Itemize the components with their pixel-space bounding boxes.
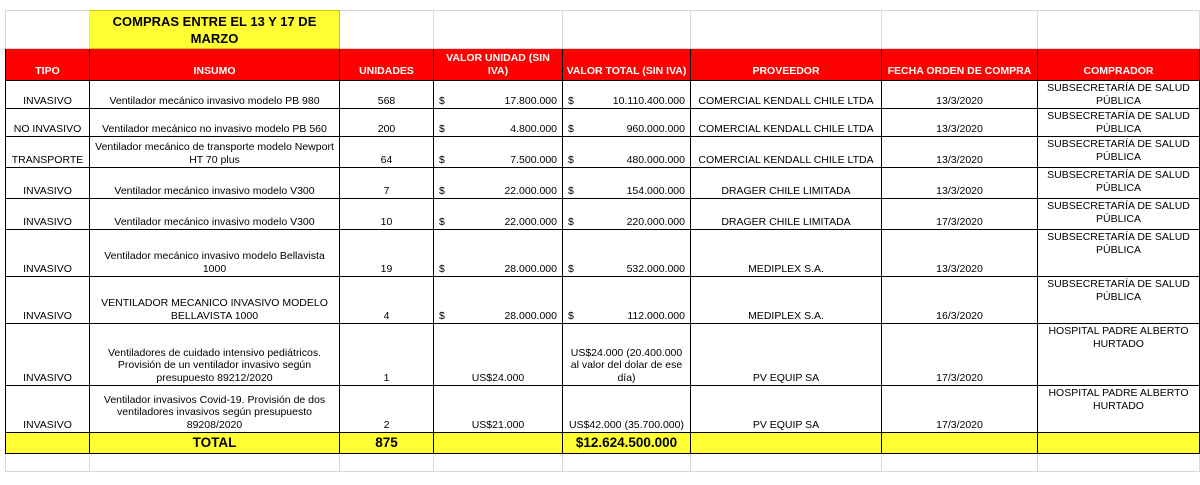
currency-symbol: $ <box>568 262 574 275</box>
cell-proveedor: MEDIPLEX S.A. <box>691 230 882 277</box>
title-row <box>6 11 1200 49</box>
header-unidades: UNIDADES <box>340 49 434 81</box>
empty-cell <box>434 11 563 49</box>
header-row <box>6 49 1200 81</box>
cell-fecha: 13/3/2020 <box>882 168 1038 199</box>
cell-proveedor: COMERCIAL KENDALL CHILE LTDA <box>691 137 882 168</box>
cell-unidades: 568 <box>340 81 434 109</box>
total-row <box>6 433 1200 454</box>
cell-valor-total <box>563 168 691 199</box>
cell-insumo: Ventiladores de cuidado intensivo pediátricos. Provisión de un ventilador invasivo según presupuesto 89212/2020 <box>90 324 340 386</box>
cell-comprador: HOSPITAL PADRE ALBERTO HURTADO <box>1038 324 1200 386</box>
cell-unidades: 200 <box>340 109 434 137</box>
cell-valor-total <box>563 109 691 137</box>
cell-proveedor: MEDIPLEX S.A. <box>691 277 882 324</box>
table-body <box>6 81 1200 433</box>
amount: 28.000.000 <box>504 262 557 275</box>
amount: 112.000.000 <box>627 309 685 322</box>
table-row <box>6 199 1200 230</box>
cell-valor-total <box>563 199 691 230</box>
amount: 532.000.000 <box>626 262 685 275</box>
header-valor-total: VALOR TOTAL (SIN IVA) <box>563 49 691 81</box>
cell-comprador: SUBSECRETARÍA DE SALUD PÚBLICA <box>1038 199 1200 230</box>
total-empty-cell <box>691 433 882 454</box>
cell-fecha: 17/3/2020 <box>882 386 1038 433</box>
cell-tipo: NO INVASIVO <box>6 109 90 137</box>
cell-valor-unidad <box>434 81 563 109</box>
cell-valor-unidad <box>434 168 563 199</box>
cell-unidades: 4 <box>340 277 434 324</box>
cell-proveedor: DRAGER CHILE LIMITADA <box>691 168 882 199</box>
cell-fecha: 13/3/2020 <box>882 137 1038 168</box>
cell-valor-unidad: US$21.000 <box>434 386 563 433</box>
amount: 7.500.000 <box>510 153 557 166</box>
cell-unidades: 2 <box>340 386 434 433</box>
cell-valor-total: US$42.000 (35.700.000) <box>563 386 691 433</box>
cell-comprador: SUBSECRETARÍA DE SALUD PÚBLICA <box>1038 137 1200 168</box>
cell-unidades: 7 <box>340 168 434 199</box>
empty-cell <box>882 11 1038 49</box>
cell-comprador: HOSPITAL PADRE ALBERTO HURTADO <box>1038 386 1200 433</box>
cell-comprador: SUBSECRETARÍA DE SALUD PÚBLICA <box>1038 109 1200 137</box>
cell-valor-total <box>563 277 691 324</box>
empty-cell <box>340 11 434 49</box>
cell-proveedor: COMERCIAL KENDALL CHILE LTDA <box>691 109 882 137</box>
currency-symbol: $ <box>439 122 445 135</box>
empty-cell <box>6 11 90 49</box>
cell-tipo: TRANSPORTE <box>6 137 90 168</box>
table-row <box>6 277 1200 324</box>
cell-comprador: SUBSECRETARÍA DE SALUD PÚBLICA <box>1038 81 1200 109</box>
header-valor-unidad: VALOR UNIDAD (SIN IVA) <box>434 49 563 81</box>
cell-fecha: 13/3/2020 <box>882 230 1038 277</box>
total-empty-cell <box>1038 433 1200 454</box>
cell-valor-unidad <box>434 137 563 168</box>
header-insumo: INSUMO <box>90 49 340 81</box>
empty-row <box>6 454 1200 472</box>
cell-insumo: Ventilador mecánico de transporte modelo Newport HT 70 plus <box>90 137 340 168</box>
amount: 4.800.000 <box>510 122 557 135</box>
cell-fecha: 13/3/2020 <box>882 109 1038 137</box>
cell-insumo: Ventilador mecánico invasivo modelo Bellavista 1000 <box>90 230 340 277</box>
amount: 960.000.000 <box>626 122 685 135</box>
cell-valor-total <box>563 230 691 277</box>
cell-insumo: VENTILADOR MECANICO INVASIVO MODELO BELLAVISTA 1000 <box>90 277 340 324</box>
currency-symbol: $ <box>568 184 574 197</box>
empty-cell <box>1038 11 1200 49</box>
table-row <box>6 230 1200 277</box>
currency-symbol: $ <box>439 309 445 322</box>
total-empty-cell <box>882 433 1038 454</box>
cell-valor-total <box>563 81 691 109</box>
cell-unidades: 10 <box>340 199 434 230</box>
total-empty-cell <box>6 433 90 454</box>
cell-tipo: INVASIVO <box>6 199 90 230</box>
amount: 28.000.000 <box>504 309 557 322</box>
cell-proveedor: PV EQUIP SA <box>691 386 882 433</box>
cell-valor-unidad <box>434 109 563 137</box>
currency-symbol: $ <box>568 153 574 166</box>
cell-fecha: 16/3/2020 <box>882 277 1038 324</box>
cell-valor-total <box>563 137 691 168</box>
table-row <box>6 168 1200 199</box>
cell-valor-unidad <box>434 230 563 277</box>
amount: 10.110.400.000 <box>612 94 685 107</box>
amount: 480.000.000 <box>626 153 685 166</box>
purchases-table <box>5 10 1200 472</box>
total-empty-cell <box>434 433 563 454</box>
cell-fecha: 17/3/2020 <box>882 324 1038 386</box>
amount: 22.000.000 <box>504 184 557 197</box>
table-row <box>6 137 1200 168</box>
cell-unidades: 1 <box>340 324 434 386</box>
amount: 154.000.000 <box>626 184 685 197</box>
currency-symbol: $ <box>568 122 574 135</box>
cell-tipo: INVASIVO <box>6 230 90 277</box>
table-row <box>6 324 1200 386</box>
cell-tipo: INVASIVO <box>6 277 90 324</box>
cell-tipo: INVASIVO <box>6 81 90 109</box>
cell-unidades: 64 <box>340 137 434 168</box>
cell-insumo: Ventilador mecánico no invasivo modelo PB 560 <box>90 109 340 137</box>
empty-cell <box>563 11 691 49</box>
cell-proveedor: COMERCIAL KENDALL CHILE LTDA <box>691 81 882 109</box>
empty-cell <box>691 11 882 49</box>
cell-proveedor: DRAGER CHILE LIMITADA <box>691 199 882 230</box>
currency-symbol: $ <box>439 94 445 107</box>
currency-symbol: $ <box>568 215 574 228</box>
cell-insumo: Ventilador mecánico invasivo modelo V300 <box>90 199 340 230</box>
total-unidades: 875 <box>340 433 434 454</box>
currency-symbol: $ <box>568 94 574 107</box>
currency-symbol: $ <box>568 309 574 322</box>
cell-comprador: SUBSECRETARÍA DE SALUD PÚBLICA <box>1038 230 1200 277</box>
cell-proveedor: PV EQUIP SA <box>691 324 882 386</box>
cell-valor-total: US$24.000 (20.400.000 al valor del dolar de ese día) <box>563 324 691 386</box>
cell-fecha: 17/3/2020 <box>882 199 1038 230</box>
cell-comprador: SUBSECRETARÍA DE SALUD PÚBLICA <box>1038 168 1200 199</box>
currency-symbol: $ <box>439 262 445 275</box>
total-label: TOTAL <box>90 433 340 454</box>
cell-comprador: SUBSECRETARÍA DE SALUD PÚBLICA <box>1038 277 1200 324</box>
sheet-title: COMPRAS ENTRE EL 13 Y 17 DE MARZO <box>90 11 340 49</box>
cell-tipo: INVASIVO <box>6 168 90 199</box>
header-fecha: FECHA ORDEN DE COMPRA <box>882 49 1038 81</box>
table-row <box>6 386 1200 433</box>
currency-symbol: $ <box>439 215 445 228</box>
total-valor: $12.624.500.000 <box>563 433 691 454</box>
cell-valor-unidad <box>434 199 563 230</box>
cell-tipo: INVASIVO <box>6 324 90 386</box>
cell-insumo: Ventilador invasivos Covid-19. Provisión de dos ventiladores invasivos según presupuesto 89208/2020 <box>90 386 340 433</box>
cell-valor-unidad: US$24.000 <box>434 324 563 386</box>
cell-insumo: Ventilador mecánico invasivo modelo PB 980 <box>90 81 340 109</box>
currency-symbol: $ <box>439 184 445 197</box>
table-row <box>6 109 1200 137</box>
cell-valor-unidad <box>434 277 563 324</box>
amount: 17.800.000 <box>504 94 557 107</box>
header-comprador: COMPRADOR <box>1038 49 1200 81</box>
amount: 220.000.000 <box>626 215 685 228</box>
cell-unidades: 19 <box>340 230 434 277</box>
cell-tipo: INVASIVO <box>6 386 90 433</box>
header-proveedor: PROVEEDOR <box>691 49 882 81</box>
cell-fecha: 13/3/2020 <box>882 81 1038 109</box>
table-row <box>6 81 1200 109</box>
amount: 22.000.000 <box>504 215 557 228</box>
currency-symbol: $ <box>439 153 445 166</box>
header-tipo: TIPO <box>6 49 90 81</box>
cell-insumo: Ventilador mecánico invasivo modelo V300 <box>90 168 340 199</box>
